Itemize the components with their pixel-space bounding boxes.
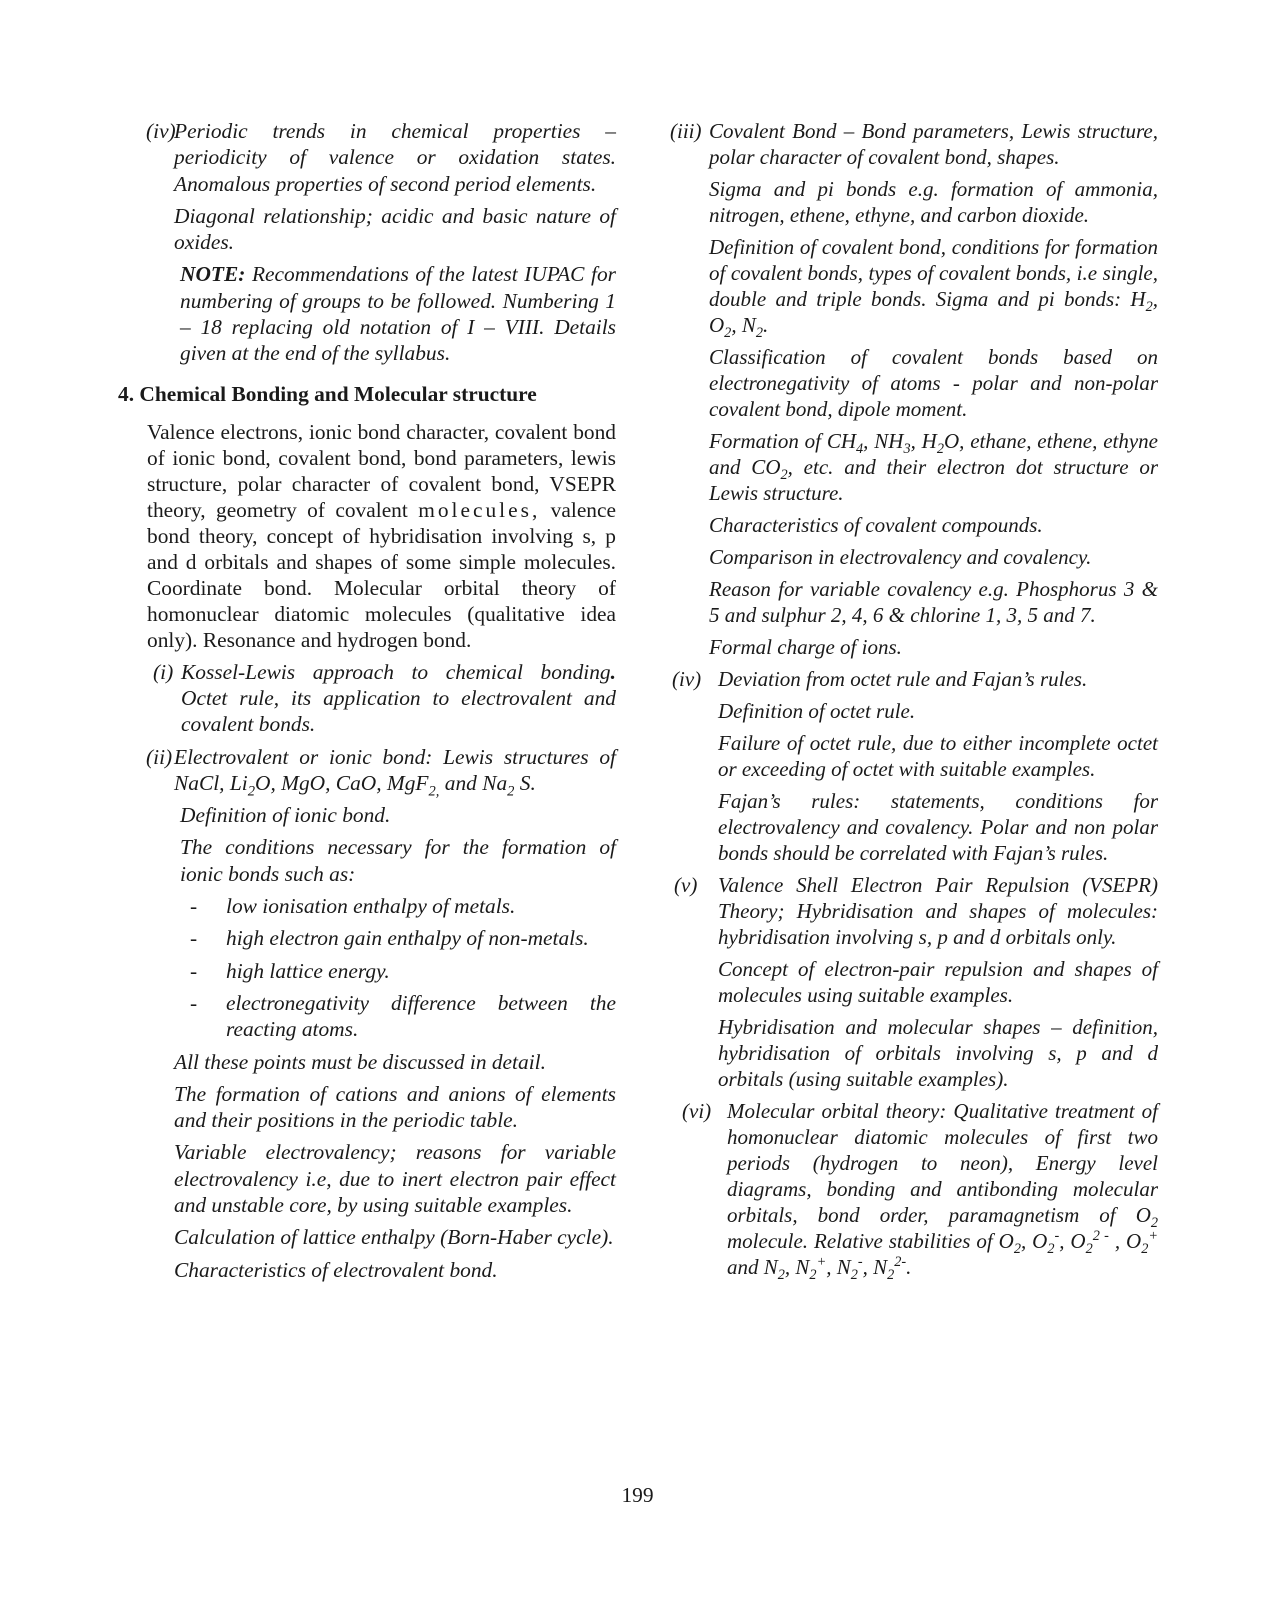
ionic-conditions: The conditions necessary for the formation of ionic bonds such as:	[180, 835, 616, 886]
sub: 2	[1013, 1241, 1021, 1258]
sub: 4	[856, 441, 864, 458]
sub: 2	[936, 441, 944, 458]
note-text: Recommendations of the latest IUPAC for numbering of groups to be followed. Numbering 1 – 18 replacing old notation of I – VIII. Details given at the end of the syllabus.	[180, 262, 616, 366]
intro-text-spaced: molecules,	[418, 497, 541, 522]
formation-text	[709, 428, 1158, 506]
item-i-kossel	[118, 659, 616, 738]
t: , O	[1108, 1229, 1142, 1253]
bullet-text: high lattice energy.	[226, 958, 390, 983]
cations-text: The formation of cations and anions of elements and their positions in the periodic table.	[174, 1081, 616, 1133]
dash: -	[190, 894, 198, 919]
octet-failure-text: Failure of octet rule, due to either incomplete octet or exceeding of octet with suitable examples.	[718, 731, 1158, 781]
sup: +	[816, 1254, 827, 1270]
t: , H	[910, 429, 937, 453]
section-intro	[147, 419, 616, 653]
t: O, ethane, ethene, ethyne and CO	[709, 429, 1158, 479]
page-number: 199	[621, 1483, 654, 1507]
item-iv-periodic	[118, 118, 616, 367]
sub: 2,	[428, 783, 440, 800]
electrovalent-characteristics-text: Characteristics of electrovalent bond.	[174, 1257, 498, 1282]
all-points-text: All these points must be discussed in detail.	[174, 1049, 546, 1074]
covalent-definition	[709, 234, 1158, 342]
t: , O	[1020, 1229, 1048, 1253]
t: , N	[826, 1255, 851, 1279]
sub: 2	[1141, 1241, 1149, 1258]
sub: 2	[809, 1267, 817, 1284]
sub: 2	[1085, 1241, 1093, 1258]
t: .	[906, 1255, 912, 1279]
t: O, MgO, CaO, MgF	[255, 770, 429, 795]
bullet-text: high electron gain enthalpy of non-metals.	[226, 926, 589, 951]
item-label: (iii)	[670, 119, 702, 143]
octet-definition: Definition of octet rule.	[718, 699, 916, 723]
t: molecule. Relative stabilities of O	[727, 1229, 1014, 1253]
item-label: (iv)	[672, 667, 702, 691]
dash: -	[190, 958, 198, 983]
intro-text-a: Valence electrons, ionic bond character, covalent bond of ionic bond, covalent bond, bond parameters, lewis structure, polar character of covalent bond, VSEPR theory, geometry of covalent	[147, 419, 616, 522]
item-text	[181, 659, 616, 738]
sup: -	[1054, 1228, 1060, 1244]
bullet-text: low ionisation enthalpy of metals.	[226, 894, 516, 919]
t: .	[762, 313, 769, 337]
variable-covalency-text: Reason for variable covalency e.g. Phosphorus 3 & 5 and sulphur 2, 4, 6 & chlorine 1, 3, 5 and 7.	[709, 577, 1158, 627]
item-label: (v)	[674, 873, 698, 897]
item-label: (i)	[153, 659, 174, 684]
t: Electrovalent or ionic bond: Lewis structures of NaCl, Li	[174, 744, 616, 795]
item-label: (vi)	[682, 1099, 712, 1123]
sigma-pi-text: Sigma and pi bonds e.g. formation of ammonia, nitrogen, ethene, ethyne, and carbon dioxide.	[709, 177, 1158, 227]
sub: 2	[777, 1267, 785, 1284]
t: , O	[1059, 1229, 1086, 1253]
t: , NH	[863, 429, 904, 453]
note-paragraph	[180, 261, 616, 366]
right-column	[670, 118, 1159, 1286]
sub: 2	[887, 1267, 895, 1284]
sub: 2	[1145, 299, 1153, 316]
sup: +	[1148, 1228, 1159, 1244]
dash: -	[190, 990, 198, 1015]
t: , N	[784, 1255, 810, 1279]
item-text: Covalent Bond – Bond parameters, Lewis structure, polar character of covalent bond, shapes.	[709, 119, 1158, 169]
note-label: NOTE:	[180, 262, 246, 287]
t: Molecular orbital theory: Qualitative treatment of homonuclear diatomic molecules of first two periods (hydrogen to neon), Energy level diagrams, bonding and antibonding molecular orbitals, bond order, paramagnetism of O	[727, 1099, 1158, 1227]
sub: 2	[780, 467, 788, 484]
sub: 2	[850, 1267, 858, 1284]
item-ii-electrovalent	[118, 744, 616, 1283]
bullet-4	[174, 990, 616, 1043]
left-column	[118, 118, 616, 1289]
t: , O	[709, 287, 1158, 337]
lattice-enthalpy-text: Calculation of lattice enthalpy (Born-Haber cycle).	[174, 1225, 614, 1250]
variable-electrovalency-text: Variable electrovalency; reasons for variable electrovalency i.e, due to inert electron pair effect and unstable core, by using suitable examples.	[174, 1140, 616, 1218]
formal-charge-text: Formal charge of ions.	[709, 635, 902, 659]
bullet-2	[174, 925, 616, 951]
hybridisation-text: Hybridisation and molecular shapes – definition, hybridisation of orbitals involving s, p and d orbitals (using suitable examples).	[718, 1015, 1158, 1091]
sup: 2 -	[1092, 1228, 1109, 1244]
t: and N	[727, 1255, 778, 1279]
item-text: Periodic trends in chemical properties – periodicity of valence or oxidation states. Anomalous properties of second period elements.	[174, 119, 616, 196]
sub: 3	[903, 441, 911, 458]
dash: -	[190, 926, 198, 951]
sub: 2	[507, 783, 515, 800]
fajan-rules-text: Fajan’s rules: statements, conditions for electrovalency and covalency. Polar and non polar bonds should be correlated with Fajan’s rules.	[718, 789, 1158, 865]
item-vi-molecular-orbital	[682, 1098, 1159, 1284]
item-text	[174, 744, 616, 800]
bullet-text: electronegativity difference between the reacting atoms.	[226, 990, 616, 1042]
bullet-3	[174, 958, 616, 984]
t: Formation of CH	[709, 429, 857, 453]
sub: 2	[755, 325, 763, 342]
intro-text-b: valence bond theory, concept of hybridisation involving s, p and d orbitals and shapes of some simple molecules. Coordinate bond. Molecular orbital theory of homonuclear diatomic molecules (qualitative idea only). Resonance and hydrogen bond.	[147, 497, 616, 652]
item-label: (iv)	[146, 119, 176, 143]
t: and Na	[439, 770, 508, 795]
t: , N	[862, 1255, 888, 1279]
t: , etc. and their electron dot structure or Lewis structure.	[709, 455, 1158, 505]
sub: 2	[1047, 1241, 1055, 1258]
t: , N	[731, 313, 756, 337]
item-iii-covalent	[670, 118, 1158, 660]
ionic-definition: Definition of ionic bond.	[180, 803, 391, 828]
classification-text: Classification of covalent bonds based on electronegativity of atoms - polar and non-polar covalent bond, dipole moment.	[709, 345, 1158, 421]
item-v-vsepr	[674, 872, 1158, 1092]
item-text: Valence Shell Electron Pair Repulsion (VSEPR) Theory; Hybridisation and shapes of molecules: hybridisation involving s, p and d orbitals only.	[718, 873, 1158, 949]
t: S.	[514, 770, 536, 795]
bullet-1	[174, 893, 616, 919]
sub: 2	[724, 325, 732, 342]
section-heading: 4. Chemical Bonding and Molecular structure	[118, 381, 537, 406]
comparison-text: Comparison in electrovalency and covalency.	[709, 545, 1092, 569]
item-text-a: Kossel-Lewis approach to chemical bonding	[181, 659, 611, 684]
t: Definition of covalent bond, conditions for formation of covalent bonds, types of covalent bonds, i.e single, double and triple bonds. Sigma and pi bonds: H	[709, 235, 1158, 311]
sup: 2-	[894, 1254, 907, 1270]
electron-pair-concept-text: Concept of electron-pair repulsion and shapes of molecules using suitable examples.	[718, 957, 1158, 1007]
item-text	[727, 1098, 1159, 1284]
sup: -	[857, 1254, 863, 1270]
item-text-b: Octet rule, its application to electrovalent and covalent bonds.	[181, 685, 616, 737]
item-text-dot: .	[610, 659, 616, 684]
covalent-characteristics-text: Characteristics of covalent compounds.	[709, 513, 1043, 537]
sub: 2	[247, 783, 255, 800]
item-label: (ii)	[146, 744, 173, 769]
item-iv-octet	[672, 666, 1158, 866]
item-text: Deviation from octet rule and Fajan’s rules.	[718, 667, 1088, 691]
diagonal-text: Diagonal relationship; acidic and basic nature of oxides.	[174, 203, 616, 255]
sub: 2	[1150, 1215, 1158, 1232]
